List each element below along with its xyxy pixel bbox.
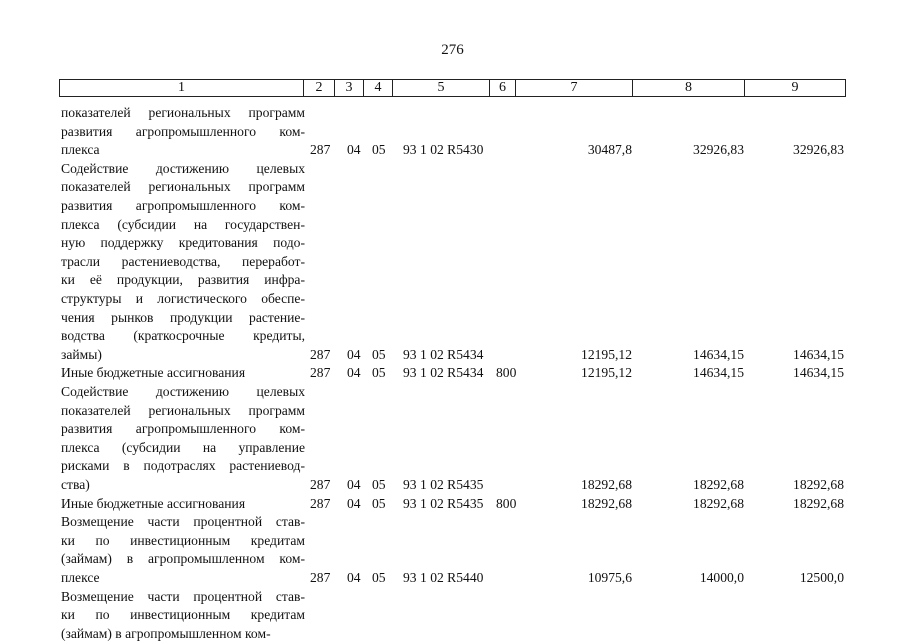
description-line: трасли растениеводства, переработ-: [61, 253, 305, 269]
cell-rz: 04: [347, 142, 361, 158]
description-line: развития агропромышленного ком-: [61, 421, 305, 437]
cell-rz: 04: [347, 569, 361, 585]
description-line: чения рынков продукции растение-: [61, 309, 305, 325]
description-line: показателей региональных программ: [61, 402, 305, 418]
cell-gr: 287: [310, 569, 331, 585]
column-header-8: 8: [633, 80, 745, 97]
cell-v7: 18292,68: [581, 477, 632, 492]
table-row: [0, 588, 905, 643]
table-row: [0, 383, 905, 495]
cell-gr: 287: [310, 365, 331, 381]
row-description: [61, 588, 305, 643]
cell-csr: 93 1 02 R5430: [403, 142, 484, 158]
description-line: (займам) в агропромышленном ком-: [61, 551, 305, 567]
cell-rz: 04: [347, 346, 361, 362]
cell-pr: 05: [372, 365, 386, 381]
description-line: развития агропромышленного ком-: [61, 123, 305, 139]
column-header-7: 7: [516, 80, 633, 97]
cell-v7: 10975,6: [587, 569, 632, 585]
cell-v8: 18292,68: [693, 477, 744, 492]
cell-vr: [496, 141, 526, 160]
column-header-2: 2: [304, 80, 335, 97]
cell-v8: 14634,15: [693, 346, 744, 362]
cell-vr: [496, 569, 526, 588]
description-line: плекса (субсидии на управление: [61, 439, 305, 455]
cell-v8: 18292,68: [693, 495, 744, 511]
column-header-3: 3: [335, 80, 364, 97]
cell-csr: 93 1 02 R5440: [403, 569, 484, 585]
row-description: [61, 364, 305, 383]
column-header-1: 1: [60, 80, 304, 97]
description-line: плексе: [61, 569, 100, 585]
row-description: [61, 160, 305, 365]
cell-csr: 93 1 02 R5435: [403, 477, 484, 492]
description-line: показателей региональных программ: [61, 179, 305, 195]
table-row: [0, 160, 905, 365]
cell-gr: 287: [310, 495, 331, 511]
description-line: плекса (субсидии на государствен-: [61, 216, 305, 232]
cell-v9: 14634,15: [793, 346, 844, 362]
table-row: [0, 513, 905, 587]
column-header-5: 5: [393, 80, 490, 97]
description-line: показателей региональных программ: [61, 105, 305, 120]
description-line: Иные бюджетные ассигнования: [61, 365, 246, 381]
description-line: рисками в подотраслях растениевод-: [61, 458, 305, 474]
cell-rz: 04: [347, 477, 361, 492]
cell-gr: 287: [310, 477, 331, 492]
table-row: [0, 364, 905, 383]
cell-csr: [403, 625, 498, 643]
description-line: структуры и логистического обеспе-: [61, 290, 305, 306]
cell-vr: 800: [496, 495, 517, 511]
cell-v9: 14634,15: [793, 365, 844, 381]
cell-v9: 32926,83: [793, 142, 844, 158]
cell-rz: [347, 625, 365, 643]
cell-v9: 18292,68: [793, 495, 844, 511]
cell-v8: 14000,0: [699, 569, 744, 585]
row-description: [61, 513, 305, 587]
cell-v9: 12500,0: [799, 569, 844, 585]
cell-v9: [764, 625, 844, 643]
description-line: займы): [61, 346, 102, 362]
column-header-6: 6: [490, 80, 516, 97]
cell-rz: 04: [347, 365, 361, 381]
cell-gr: [310, 625, 336, 643]
cell-vr: [496, 346, 526, 365]
row-description: [61, 104, 305, 160]
description-line: водства (краткосрочные кредиты,: [61, 328, 305, 344]
table-row: [0, 495, 905, 514]
cell-rz: 04: [347, 495, 361, 511]
description-line: ки по инвестиционным кредитам: [61, 532, 305, 548]
description-line: развития агропромышленного ком-: [61, 197, 305, 213]
cell-pr: 05: [372, 346, 386, 362]
cell-vr: [496, 476, 526, 495]
cell-v7: 12195,12: [581, 346, 632, 362]
cell-csr: 93 1 02 R5435: [403, 495, 484, 511]
description-line: Возмещение части процентной став-: [61, 514, 305, 530]
cell-v7: 30487,8: [587, 142, 632, 158]
description-line: ки по инвестиционным кредитам: [61, 607, 305, 623]
cell-v8: 32926,83: [693, 142, 744, 158]
cell-gr: 287: [310, 346, 331, 362]
cell-v8: [666, 625, 744, 643]
cell-vr: 800: [496, 365, 517, 381]
description-line: плекса: [61, 142, 100, 158]
cell-pr: 05: [372, 569, 386, 585]
cell-csr: 93 1 02 R5434: [403, 346, 484, 362]
cell-v7: 12195,12: [581, 365, 632, 381]
description-line: Содействие достижению целевых: [61, 384, 305, 399]
column-header-9: 9: [745, 80, 846, 97]
column-header-4: 4: [364, 80, 393, 97]
cell-csr: 93 1 02 R5434: [403, 365, 484, 381]
description-line: Иные бюджетные ассигнования: [61, 495, 246, 511]
row-description: [61, 495, 305, 514]
cell-pr: 05: [372, 142, 386, 158]
cell-gr: 287: [310, 142, 331, 158]
cell-v7: [556, 625, 632, 643]
cell-pr: 05: [372, 495, 386, 511]
description-line: Содействие достижению целевых: [61, 160, 305, 176]
description-line: ства): [61, 476, 90, 492]
cell-v8: 14634,15: [693, 365, 744, 381]
cell-v7: 18292,68: [581, 495, 632, 511]
cell-pr: [372, 625, 392, 643]
description-line: ную поддержку кредитования подо-: [61, 235, 305, 251]
page-number: 276: [441, 42, 464, 58]
cell-vr: [496, 625, 526, 643]
row-description: [61, 383, 305, 495]
description-line: Возмещение части процентной став-: [61, 588, 305, 604]
cell-v9: 18292,68: [793, 477, 844, 492]
description-line: (займам) в агропромышленном ком-: [61, 625, 271, 641]
cell-pr: 05: [372, 477, 386, 492]
description-line: ки её продукции, развития инфра-: [61, 272, 305, 288]
table-row: [0, 104, 905, 160]
